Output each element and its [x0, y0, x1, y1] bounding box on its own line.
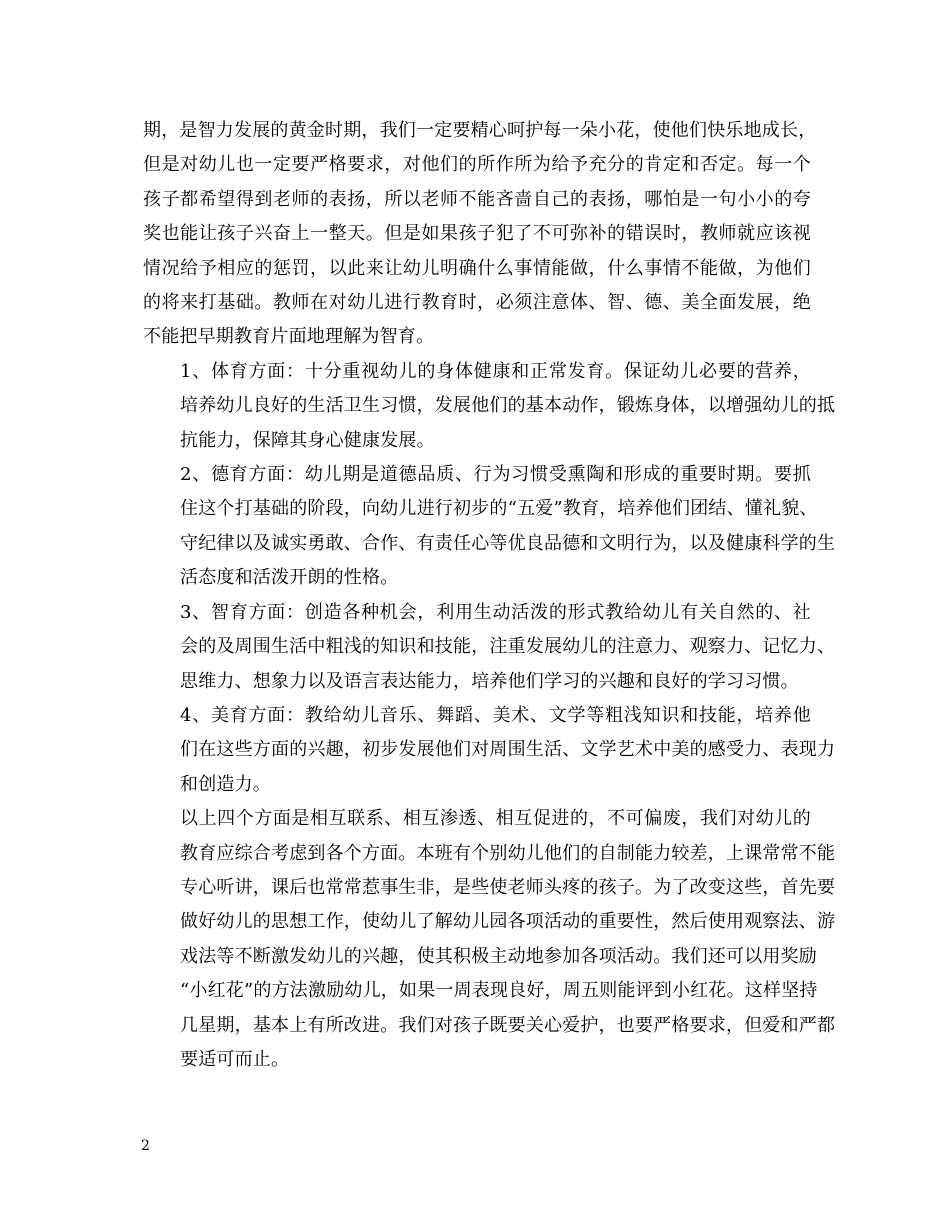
body-text: [143, 114, 836, 1077]
paragraph: [143, 458, 836, 596]
text-line: 期，是智力发展的黄金时期，我们一定要精心呵护每一朵小花，使他们快乐地成长，: [143, 120, 817, 141]
text-line: 思维力、想象力以及语言表达能力，培养他们学习的兴趣和良好的学习习惯。: [180, 670, 799, 692]
text-line: 抗能力，保障其身心健康发展。: [180, 429, 435, 451]
paragraph: [143, 699, 836, 802]
text-line: 守纪律以及诚实勇敢、合作、有责任心等优良品德和文明行为，以及健康科学的生: [180, 532, 836, 554]
text-line: 戏法等不断激发幼儿的兴趣，使其积极主动地参加各项活动。我们还可以用奖励: [180, 945, 817, 967]
text-line: 和创造力。: [180, 773, 271, 795]
text-line: 孩子都希望得到老师的表扬，所以老师不能吝啬自己的表扬，哪怕是一句小小的夸: [143, 188, 811, 210]
text-line: 1、体育方面：十分重视幼儿的身体健康和正常发育。保证幼儿必要的营养，: [180, 360, 811, 382]
text-line: 4、美育方面：教给幼儿音乐、舞蹈、美术、文学等粗浅知识和技能，培养他: [180, 704, 811, 726]
text-line: 奖也能让孩子兴奋上一整天。但是如果孩子犯了不可弥补的错误时，教师就应该视: [143, 223, 811, 245]
paragraph: [143, 802, 836, 1077]
page-number: 2: [141, 1138, 150, 1154]
text-line: 情况给予相应的惩罚，以此来让幼儿明确什么事情能做，什么事情不能做，为他们: [143, 257, 811, 279]
text-line: 几星期，基本上有所改进。我们对孩子既要关心爱护，也要严格要求，但爱和严都: [180, 1014, 836, 1036]
text-line: 培养幼儿良好的生活卫生习惯，发展他们的基本动作，锻炼身体，以增强幼儿的抵: [180, 395, 836, 417]
text-line: 3、智育方面：创造各种机会，利用生动活泼的形式教给幼儿有关自然的、社: [180, 601, 811, 623]
text-line: 的将来打基础。教师在对幼儿进行教育时，必须注意体、智、德、美全面发展，绝: [143, 292, 811, 314]
text-line: 做好幼儿的思想工作，使幼儿了解幼儿园各项活动的重要性，然后使用观察法、游: [180, 911, 836, 933]
paragraph: [143, 114, 817, 355]
text-line: “小红花”的方法激励幼儿，如果一周表现良好，周五则能评到小红花。这样坚持: [180, 980, 818, 1002]
text-line: 不能把早期教育片面地理解为智育。: [143, 326, 435, 348]
text-line: 住这个打基础的阶段，向幼儿进行初步的“五爱”教育，培养他们团结、懂礼貌、: [180, 498, 818, 520]
text-line: 们在这些方面的兴趣，初步发展他们对周围生活、文学艺术中美的感受力、表现力: [180, 739, 836, 761]
paragraph: [143, 596, 836, 699]
text-line: 2、德育方面：幼儿期是道德品质、行为习惯受熏陶和形成的重要时期。要抓: [180, 464, 811, 486]
text-line: 要适可而止。: [180, 1048, 290, 1070]
text-line: 教育应综合考虑到各个方面。本班有个别幼儿他们的自制能力较差，上课常常不能: [180, 842, 836, 864]
text-line: 以上四个方面是相互联系、相互渗透、相互促进的，不可偏废，我们对幼儿的: [180, 808, 811, 830]
text-line: 但是对幼儿也一定要严格要求，对他们的所作所为给予充分的肯定和否定。每一个: [143, 154, 811, 176]
text-line: 活态度和活泼开朗的性格。: [180, 567, 399, 589]
text-line: 专心听讲，课后也常常惹事生非，是些使老师头疼的孩子。为了改变这些，首先要: [180, 876, 836, 898]
paragraph: [143, 355, 836, 458]
text-line: 会的及周围生活中粗浅的知识和技能，注重发展幼儿的注意力、观察力、记忆力、: [180, 636, 836, 658]
